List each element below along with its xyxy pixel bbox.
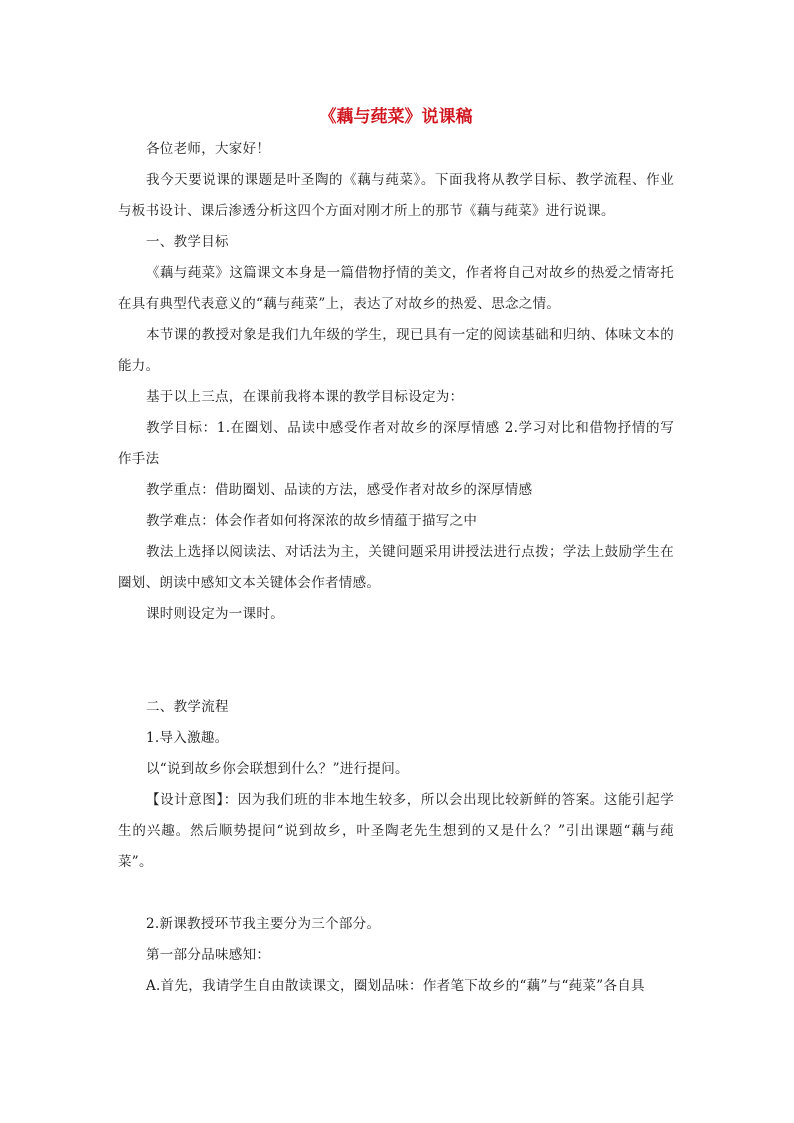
intro-paragraph: 我今天要说课的课题是叶圣陶的《藕与莼菜》。下面我将从教学目标、教学流程、作业与板书设计、课后渗透分析这四个方面对刚才所上的那节《藕与莼菜》进行说课。 bbox=[118, 172, 674, 219]
section-heading-goals: 一、教学目标 bbox=[146, 234, 229, 250]
greeting: 各位老师，大家好！ bbox=[146, 141, 271, 157]
section-heading-process: 二、教学流程 bbox=[146, 699, 229, 715]
teaching-goals-paragraph: 教学目标：1.在圈划、品读中感受作者对故乡的深厚情感 2.学习对比和借物抒情的写作手法 bbox=[118, 420, 674, 467]
step-1-question: 以“说到故乡你会联想到什么？”进行提问。 bbox=[146, 761, 409, 777]
class-hours-paragraph: 课时则设定为一课时。 bbox=[146, 606, 284, 622]
teaching-difficulty-paragraph: 教学难点：体会作者如何将深浓的故乡情蕴于描写之中 bbox=[146, 513, 478, 529]
document-page bbox=[118, 104, 674, 1002]
methods-paragraph: 教法上选择以阅读法、对话法为主，关键问题采用讲授法进行点拨；学法上鼓励学生在圈划、朗读中感知文本关键体会作者情感。 bbox=[118, 544, 674, 591]
part-1-heading: 第一部分品味感知： bbox=[146, 947, 271, 963]
design-intent-paragraph: 【设计意图】：因为我们班的非本地生较多，所以会出现比较新鲜的答案。这能引起学生的兴趣。然后顺势提问“说到故乡，叶圣陶老先生想到的又是什么？”引出课题“藕与莼菜”。 bbox=[118, 792, 674, 870]
step-1-heading: 1.导入激趣。 bbox=[146, 730, 229, 746]
paragraph-spacer bbox=[118, 878, 674, 909]
text-analysis-paragraph: 《藕与莼菜》这篇课文本身是一篇借物抒情的美文，作者将自己对故乡的热爱之情寄托在具有典型代表意义的“藕与莼菜”上，表达了对故乡的热爱、思念之情。 bbox=[118, 265, 674, 312]
part-1-step-a: A.首先，我请学生自由散读课文，圈划品味：作者笔下故乡的“藕”与“莼菜”各自具 bbox=[146, 978, 645, 994]
teaching-focus-paragraph: 教学重点：借助圈划、品读的方法，感受作者对故乡的深厚情感 bbox=[146, 482, 533, 498]
goals-lead-paragraph: 基于以上三点，在课前我将本课的教学目标设定为： bbox=[146, 389, 464, 405]
step-2-heading: 2.新课教授环节我主要分为三个部分。 bbox=[146, 916, 381, 932]
document-title: 《藕与莼菜》说课稿 bbox=[319, 107, 473, 127]
section-spacer bbox=[118, 630, 674, 692]
student-analysis-paragraph: 本节课的教授对象是我们九年级的学生，现已具有一定的阅读基础和归纳、体味文本的能力。 bbox=[118, 327, 674, 374]
